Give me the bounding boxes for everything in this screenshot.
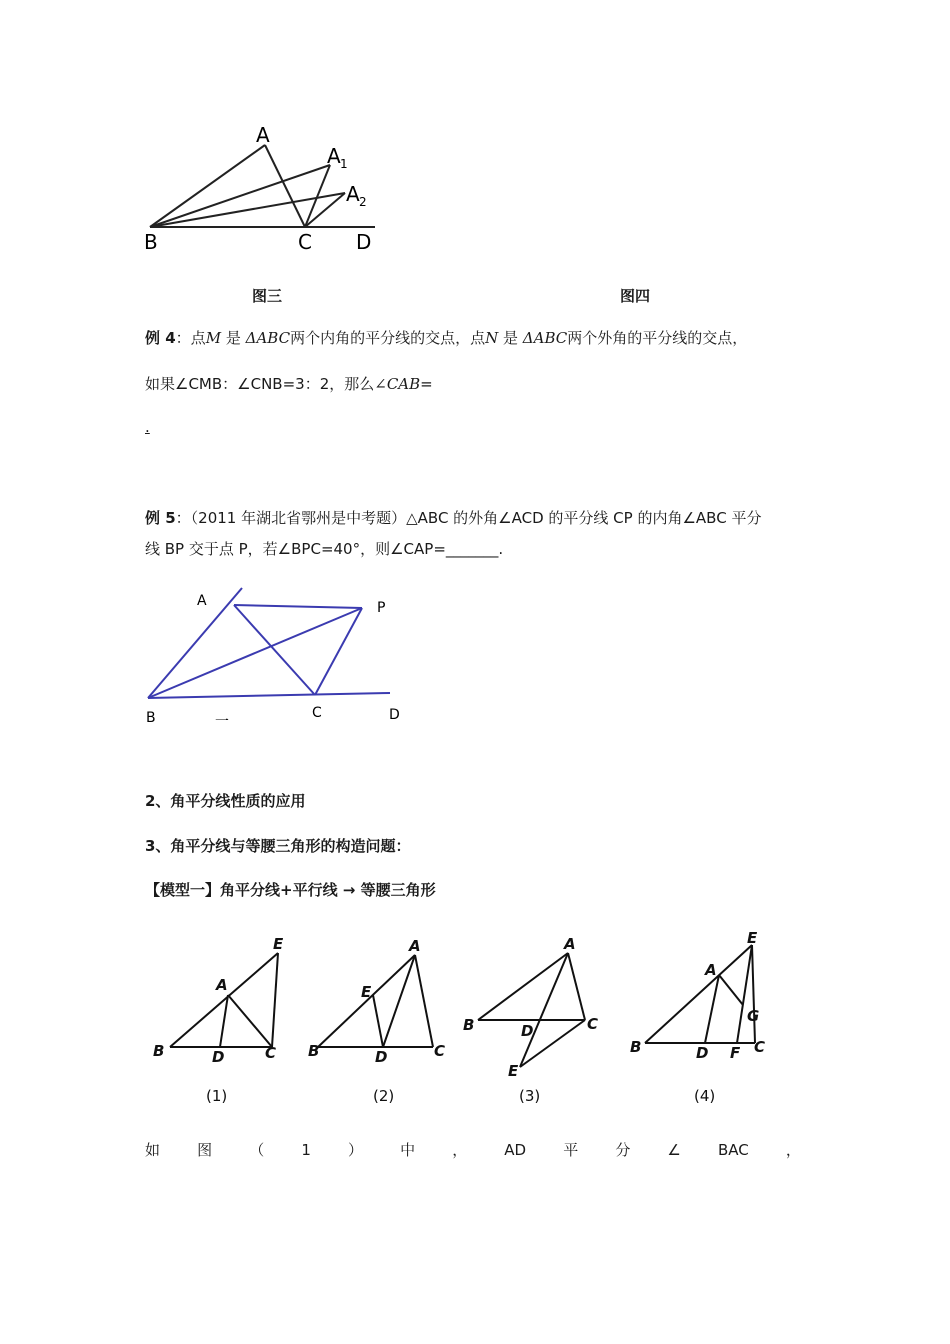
fig3-label-a1-sub: 1 [340,157,348,171]
section-2-heading: 2、角平分线性质的应用 [145,792,306,810]
m3-label-e: E [508,1062,519,1080]
m1-label-c: C [265,1044,277,1062]
example5-line2: 线 BP 交于点 P，若∠BPC=40°，则∠CAP=_______. [145,540,504,558]
fig5-label-a: A [197,593,207,609]
m4-caption: (4) [694,1087,716,1105]
m4-label-e: E [747,929,758,947]
m3-label-d: D [521,1022,534,1040]
example4-blank: . [145,418,150,436]
m1-caption: (1) [206,1087,228,1105]
fig5-label-c: C [312,705,322,721]
example5-label: 例 5 [145,509,176,527]
m1-label-e: E [273,935,284,953]
m2-label-c: C [434,1042,446,1060]
m3-label-a: A [564,935,576,953]
m4-label-g: G [747,1007,760,1025]
m2-label-a: A [409,937,421,955]
m2-label-b: B [308,1042,320,1060]
m4-label-f: F [730,1044,741,1062]
figure-example5 [140,585,420,730]
text-seg: ：（2011 年湖北省鄂州是中考题）△ABC 的外角∠ACD 的平分线 CP 的内角∠ABC 平分 [175,509,762,527]
fig3-label-d: D [356,230,372,254]
example4-line1 [145,327,747,349]
figure-three [140,115,390,260]
last-line-seg: （ [249,1141,265,1159]
last-line-seg: ， [785,1141,801,1159]
last-line-seg: 平 [563,1141,579,1159]
last-line-seg: 1 [301,1141,311,1159]
last-line-seg: ， [452,1141,468,1159]
symbol-n: N [485,329,499,347]
fig3-label-a2: A [346,182,360,206]
last-line-seg: ） [347,1141,363,1159]
fig3-label-a: A [256,123,270,147]
last-line-seg: 如 [145,1141,161,1159]
fig3-label-a2-sub: 2 [359,195,367,209]
angle-cab: ∠CAB [374,375,421,393]
m1-label-b: B [153,1042,165,1060]
example4-label: 例 4 [145,329,176,347]
last-line-seg: ∠ [667,1141,681,1159]
fig3-label-b: B [144,230,158,254]
caption-figure-three: 图三 [252,287,283,305]
m3-label-b: B [463,1016,475,1034]
m3-caption: (3) [519,1087,541,1105]
text-seg: 两个外角的平分线的交点， [567,329,748,347]
fig5-label-b: B [146,710,156,726]
last-line-seg: BAC [717,1141,749,1159]
fig5-mark: 一 [215,714,229,730]
m2-label-e: E [361,983,372,1001]
fig5-label-p: P [377,600,386,616]
fig3-label-a1: A [327,144,341,168]
m3-label-c: C [587,1015,599,1033]
text-seg: ：点 [175,329,206,347]
example5-line1 [145,507,761,529]
text-seg: 两个内角的平分线的交点，点 [290,329,486,347]
triangle-abc: ΔABC [522,329,568,347]
fig5-label-d: D [389,707,400,723]
m2-label-d: D [375,1048,388,1066]
fig3-label-c: C [298,230,312,254]
model-figures [145,925,805,1110]
last-line-seg: AD [504,1141,527,1159]
caption-figure-four: 图四 [620,287,651,305]
triangle-abc: ΔABC [245,329,291,347]
m4-label-a: A [705,961,717,979]
m4-label-b: B [630,1038,642,1056]
text-seg: = [420,375,433,393]
text-seg: 是 [225,329,241,347]
model-one-heading: 【模型一】角平分线+平行线 → 等腰三角形 [145,881,436,899]
last-line-seg: 分 [615,1141,631,1159]
m1-label-a: A [216,976,228,994]
text-seg: 是 [503,329,519,347]
m4-label-d: D [696,1044,709,1062]
text-seg: 如果∠CMB：∠CNB=3：2，那么 [145,375,375,393]
last-line [145,1139,801,1161]
last-line-seg: 中 [400,1141,416,1159]
example4-line2 [145,373,433,395]
m1-label-d: D [212,1048,225,1066]
section-3-heading: 3、角平分线与等腰三角形的构造问题： [145,837,411,855]
m2-caption: (2) [373,1087,395,1105]
symbol-m: M [205,329,222,347]
last-line-seg: 图 [197,1141,213,1159]
m4-label-c: C [754,1038,766,1056]
